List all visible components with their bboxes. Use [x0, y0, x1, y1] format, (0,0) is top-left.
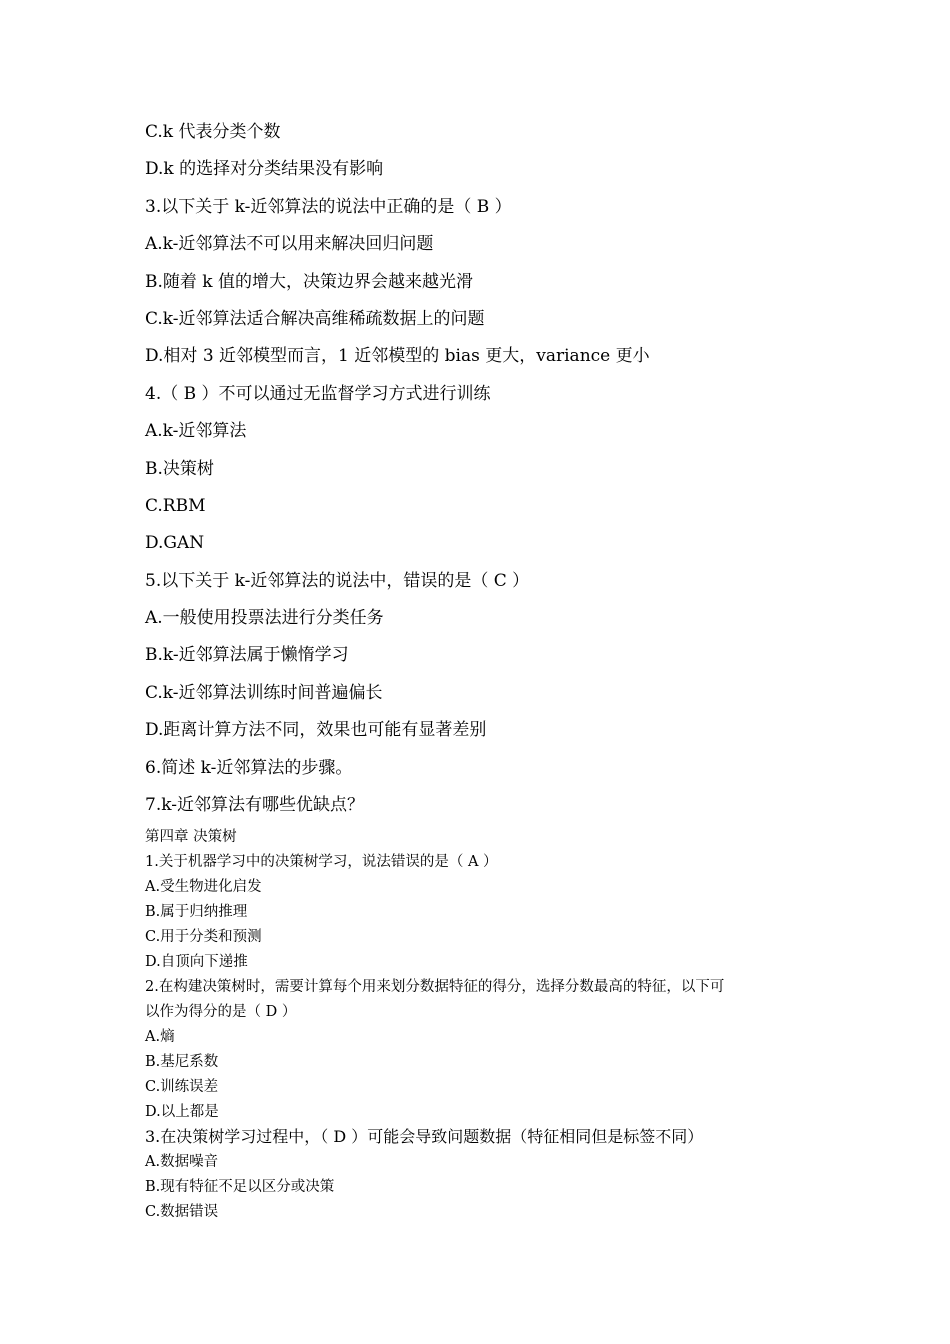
option-b: B.基尼系数	[145, 1054, 219, 1070]
question-4: 4.（ B ）不可以通过无监督学习方式进行训练	[145, 383, 491, 404]
question-5: 5.以下关于 k-近邻算法的说法中，错误的是（ C ）	[145, 570, 530, 591]
chapter-decision-tree	[145, 826, 845, 1226]
option-a: A.受生物进化启发	[145, 879, 262, 895]
option-a: A.k-近邻算法不可以用来解决回归问题	[145, 234, 434, 255]
option-d: D.相对 3 近邻模型而言，1 近邻模型的 bias 更大，variance 更小	[145, 346, 650, 367]
option-c: C.k-近邻算法训练时间普遍偏长	[145, 682, 383, 703]
question-3: 3.在决策树学习过程中，（ D ）可能会导致问题数据（特征相同但是标签不同）	[145, 1127, 704, 1146]
question-1: 1.关于机器学习中的决策树学习，说法错误的是（ A ）	[145, 854, 498, 870]
option-c: C.训练误差	[145, 1079, 219, 1095]
question-3: 3.以下关于 k-近邻算法的说法中正确的是（ B ）	[145, 196, 512, 217]
option-c: C.用于分类和预测	[145, 929, 262, 945]
option-b: B.k-近邻算法属于懒惰学习	[145, 645, 349, 666]
option-c: C.数据错误	[145, 1204, 219, 1220]
question-6: 6.简述 k-近邻算法的步骤。	[145, 757, 353, 778]
option-a: A.数据噪音	[145, 1154, 219, 1170]
option-b: B.决策树	[145, 458, 214, 479]
option-b: B.现有特征不足以区分或决策	[145, 1179, 335, 1195]
question-7: 7.k-近邻算法有哪些优缺点？	[145, 795, 364, 816]
option-d: D.以上都是	[145, 1104, 219, 1120]
option-d: D.自顶向下递推	[145, 954, 248, 970]
option-a: A.熵	[145, 1029, 175, 1045]
option-b: B.随着 k 值的增大，决策边界会越来越光滑	[145, 271, 474, 292]
option-d: D.GAN	[145, 533, 205, 554]
option-c: C.RBM	[145, 495, 206, 516]
option-a: A.k-近邻算法	[145, 421, 247, 442]
option-c: C.k-近邻算法适合解决高维稀疏数据上的问题	[145, 308, 485, 329]
question-2: 2.在构建决策树时，需要计算每个用来划分数据特征的得分，选择分数最高的特征，以下可	[145, 979, 725, 995]
option-a: A.一般使用投票法进行分类任务	[145, 608, 384, 629]
option-d: D.k 的选择对分类结果没有影响	[145, 159, 384, 180]
option-b: B.属于归纳推理	[145, 904, 248, 920]
option-c: C.k 代表分类个数	[145, 122, 281, 142]
question-2-continued: 以作为得分的是（ D ）	[145, 1004, 297, 1020]
option-d: D.距离计算方法不同，效果也可能有显著差别	[145, 720, 487, 741]
chapter-title: 第四章 决策树	[145, 829, 237, 845]
question-block-knn	[145, 118, 845, 828]
